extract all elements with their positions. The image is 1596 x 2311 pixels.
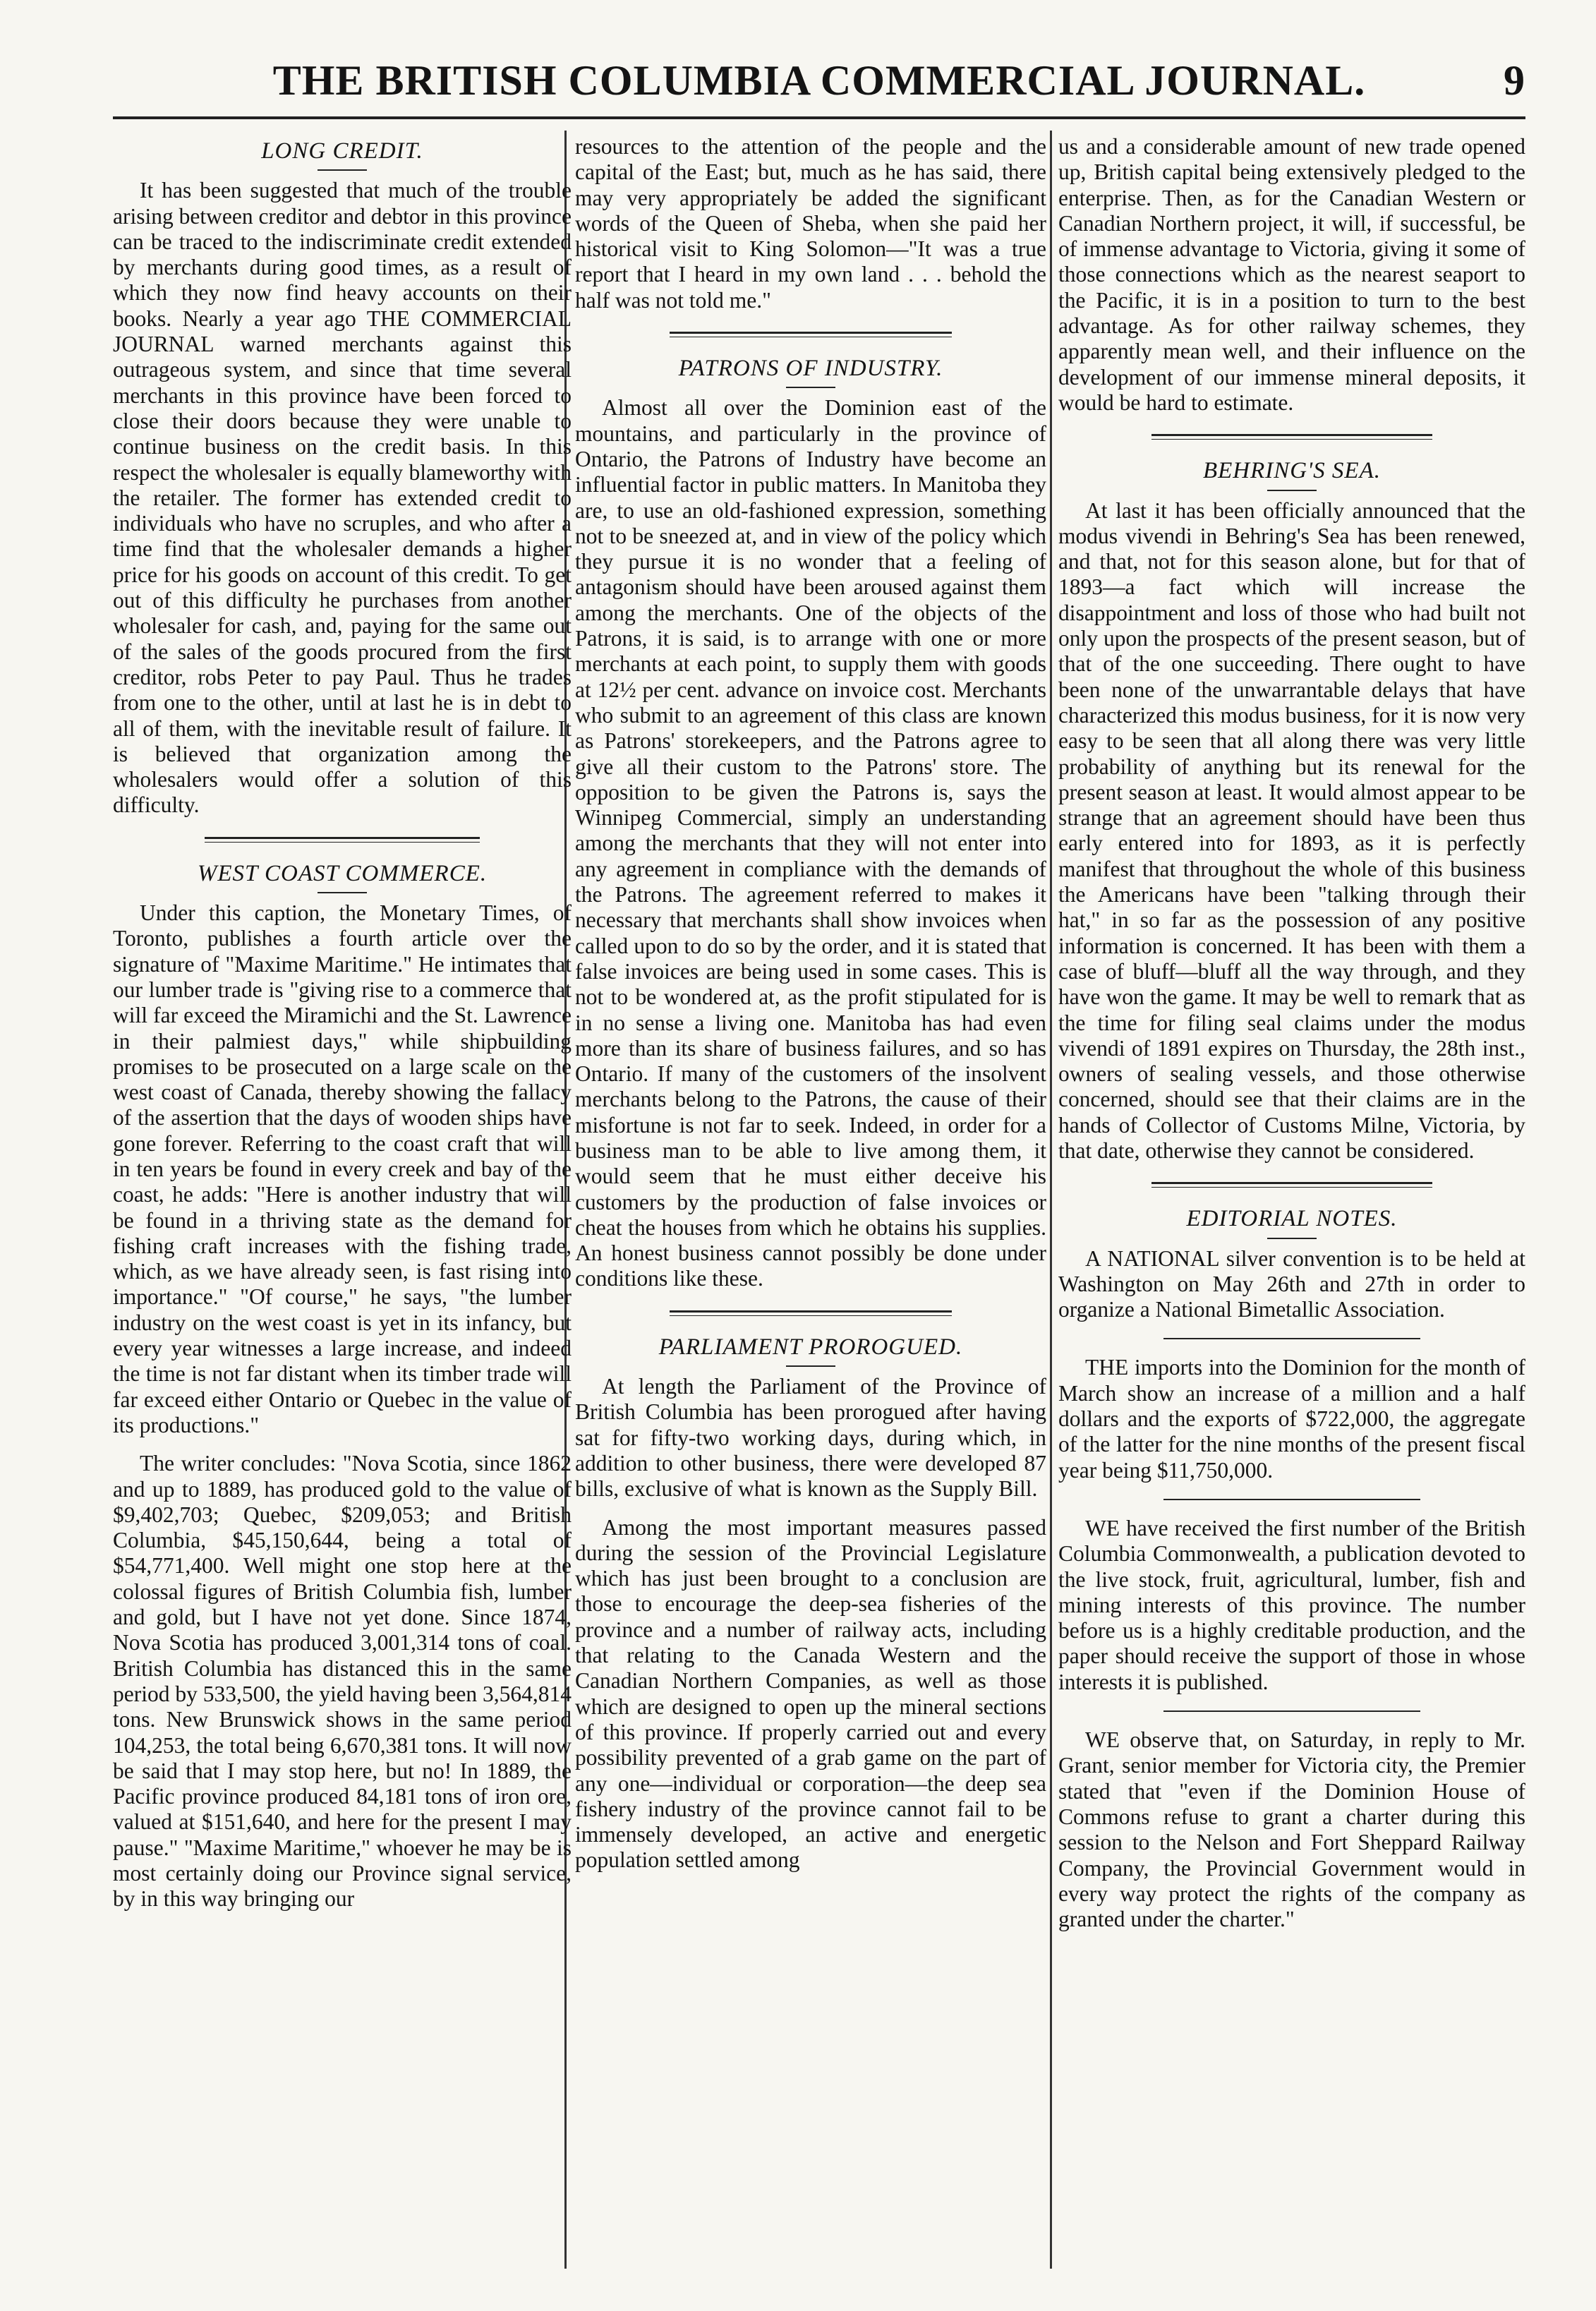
article-paragraph: At length the Parliament of the Province of British Columbia has been prorogued after having sat for fifty-two working days, during which, in addition to other business, there were developed 87 bills, exclusive of what is known as the Supply Bill. [575, 1374, 1046, 1502]
article-paragraph: Among the most important measures passed during the session of the Provincial Legislature which has just been brought to a conclusion are those to encourage the deep-sea fisheries of the province and a number of railway acts, including that relating to the Canada Western and the Canadian Northern Companies, as well as those which are designed to open up the mineral sections of this province. If properly carried out and every possibility prevented of a grab game on the part of any one—individual or corporation—the deep sea fishery industry of the province cannot fail to be immensely developed, an active and energetic population settled among [575, 1514, 1046, 1873]
article-paragraph: us and a considerable amount of new trade opened up, British capital being extensively pledged to the enterprise. Then, as for the Canadian Western or Canadian Northern project, it will, if successful, be of immense advantage to Victoria, giving it some of those connections which as the nearest seaport to the Pacific, it is in a position to turn to the best advantage. As for other railway schemes, they apparently mean well, and their influence on the development of our immense mineral deposits, it would be hard to estimate. [1058, 134, 1525, 415]
column-3 [1058, 134, 1525, 2251]
masthead-title: THE BRITISH COLUMBIA COMMERCIAL JOURNAL. [272, 57, 1366, 104]
note-separator [1163, 1710, 1420, 1712]
article-paragraph: Under this caption, the Monetary Times, of Toronto, publishes a fourth article over the signature of "Maxime Maritime." He intimates that our lumber trade is "giving rise to a commerce that will far exceed the Miramichi and the St. Lawrence in their palmiest days," while shipbuilding promises to be prosecuted on a large scale on the west coast of Canada, thereby showing the fallacy of the assertion that the days of wooden ships have gone forever. Referring to the coast craft that will in ten years be found in every creek and bay of the coast, he adds: "Here is another industry that will be found in a thriving state as the demand for fishing craft increases with the fishing trade, which, as we have already seen, is fast rising into importance." "Of course," he says, "the lumber industry on the west coast is yet in its infancy, but every year witnesses a large increase, and indeed the time is not far distant when its timber trade will far exceed either Ontario or Quebec in the value of its productions." [113, 900, 572, 1437]
article-paragraph: resources to the attention of the people and the capital of the East; but, much as he has said, there may very appropriately be added the significant words of the Queen of Sheba, when she paid her historical visit to King Solomon—"It was a true report that I heard in my own land . . . behold the half was not told me." [575, 134, 1046, 313]
article-paragraph: At last it has been officially announced that the modus vivendi in Behring's Sea has been renewed, and that, not for this season alone, but for that of 1893—a fact which will increase the disappointment and loss of those who had built not only upon the prospects of the present season, but of that of the one succeeding. There ought to have been none of the unwarrantable delays that have characterized this modus business, for it is now very easy to be seen that all along there was very little probability of anything but its renewal for the present season at least. It would almost appear to be strange that an agreement should have been thus early entered into for 1893, as it is perfectly manifest that throughout the whole of this business the Americans have been "talking through their hat," in so far as the possession of any positive information is concerned. It has been with them a case of bluff—bluff all the way through, and they have won the game. It may be well to remark that as the time for filing seal claims under the modus vivendi of 1891 expires on Thursday, the 28th inst., owners of sealing vessels, and those otherwise concerned, should see that their claims are in the hands of Collector of Customs Milne, Victoria, by that date, otherwise they cannot be considered. [1058, 497, 1525, 1163]
editorial-note: A NATIONAL silver convention is to be held at Washington on May 26th and 27th in order to organize a National Bimetallic Association. [1058, 1245, 1525, 1322]
note-separator [1163, 1499, 1420, 1500]
note-separator [1163, 1338, 1420, 1339]
article-paragraph: The writer concludes: "Nova Scotia, since 1862 and up to 1889, has produced gold to the value of $9,402,703; Quebec, $209,053; and British Columbia, $45,150,644, being a total of $54,771,400. Well might one stop here at the colossal figures of British Columbia fish, lumber and gold, but I have not yet done. Since 1874, Nova Scotia has produced 3,001,314 tons of coal. British Columbia has distanced this in the same period by 533,500, the yield having been 3,564,814 tons. New Brunswick shows in the same period 104,253, the total being 6,670,381 tons. It will now be said that I may stop here, but no! In 1889, the Pacific province produced 84,181 tons of iron ore, valued at $151,640, and here for the present I may pause." "Maxime Maritime," whoever he may be is most certainly doing our Province signal service, by in this way bringing our [113, 1451, 572, 1912]
page-number: 9 [1504, 57, 1525, 104]
article-separator [1151, 434, 1432, 440]
masthead-rule [113, 116, 1525, 119]
heading-long-credit: LONG CREDIT. [113, 138, 572, 171]
editorial-note: WE observe that, on Saturday, in reply to Mr. Grant, senior member for Victoria city, the Premier stated that "even if the Dominion House of Commons refuse to grant a charter during this session to the Nelson and Fort Sheppard Railway Company, the Provincial Government would in every way protect the rights of the company as granted under the charter." [1058, 1727, 1525, 1932]
heading-patrons-of-industry: PATRONS OF INDUSTRY. [575, 356, 1046, 388]
editorial-note: THE imports into the Dominion for the month of March show an increase of a million and a half dollars and the exports of $722,000, the aggregate of the latter for the nine months of the present fiscal year being $11,750,000. [1058, 1355, 1525, 1483]
article-separator [1151, 1182, 1432, 1188]
article-paragraph: Almost all over the Dominion east of the mountains, and particularly in the province of Ontario, the Patrons of Industry have become an influential factor in public matters. In Manitoba they are, to use an old-fashioned expression, something not to be sneezed at, and in view of the policy which they pursue it is no wonder that a feeling of antagonism should have been aroused against them among the merchants. One of the objects of the Patrons, it is said, is to arrange with one or more merchants at each point, to supply them with goods at 12½ per cent. advance on invoice cost. Merchants who submit to an agreement of this class are known as Patrons' storekeepers, and the Patrons agree to give all their custom to the Patrons' store. The opposition to be given the Patrons is, says the Winnipeg Commercial, simply an understanding among the merchants that they will not enter into any agreement in compliance with the demands of the Patrons. The agreement referred to makes it necessary that merchants shall show invoices when called upon to do so by the order, and it is stated that false invoices are being used in some cases. This is not to be wondered at, as the profit stipulated for is in no sense a living one. Manitoba has had even more than its share of business failures, and so has Ontario. If many of the customers of the insolvent merchants belong to the Patrons, the cause of their misfortune is not far to seek. Indeed, in order for a business man to be able to live among them, it would seem that he must either deceive his customers by the production of false invoices or cheat the houses from which he obtains his supplies. An honest business cannot possibly be done under conditions like these. [575, 395, 1046, 1291]
column-rule [1050, 131, 1052, 2269]
article-separator [205, 837, 480, 843]
heading-behrings-sea: BEHRING'S SEA. [1058, 458, 1525, 490]
heading-west-coast-commerce: WEST COAST COMMERCE. [113, 861, 572, 893]
column-1 [113, 134, 572, 2251]
heading-editorial-notes: EDITORIAL NOTES. [1058, 1206, 1525, 1238]
column-2 [575, 134, 1046, 2251]
article-paragraph: It has been suggested that much of the trouble arising between creditor and debtor in this province can be traced to the indiscriminate credit extended by merchants during good times, as a result of which they now find heavy accounts on their books. Nearly a year ago THE COMMERCIAL JOURNAL warned merchants against this outrageous system, and since that time several merchants in this province have been forced to close their doors because they were unable to continue business on the credit basis. In this respect the wholesaler is equally blameworthy with the retailer. The former has extended credit to individuals who have no scruples, and who after a time find that the wholesaler demands a higher price for his goods on account of this credit. To get out of this difficulty he purchases from another wholesaler for cash, and, paying for the same out of the sales of the goods procured from the first creditor, robs Peter to pay Paul. Thus he trades from one to the other, until at last he is in debt to all of them, with the inevitable result of failure. It is believed that organization among the wholesalers would offer a solution of this difficulty. [113, 178, 572, 818]
editorial-note: WE have received the first number of the British Columbia Commonwealth, a publication devoted to the live stock, fruit, agricultural, lumber, fish and mining interests of this province. The number before us is a highly creditable production, and the paper should receive the support of those in whose interests it is published. [1058, 1515, 1525, 1694]
masthead [113, 56, 1525, 113]
article-separator [670, 332, 953, 337]
heading-parliament-prorogued: PARLIAMENT PROROGUED. [575, 1334, 1046, 1367]
article-separator [670, 1310, 953, 1316]
